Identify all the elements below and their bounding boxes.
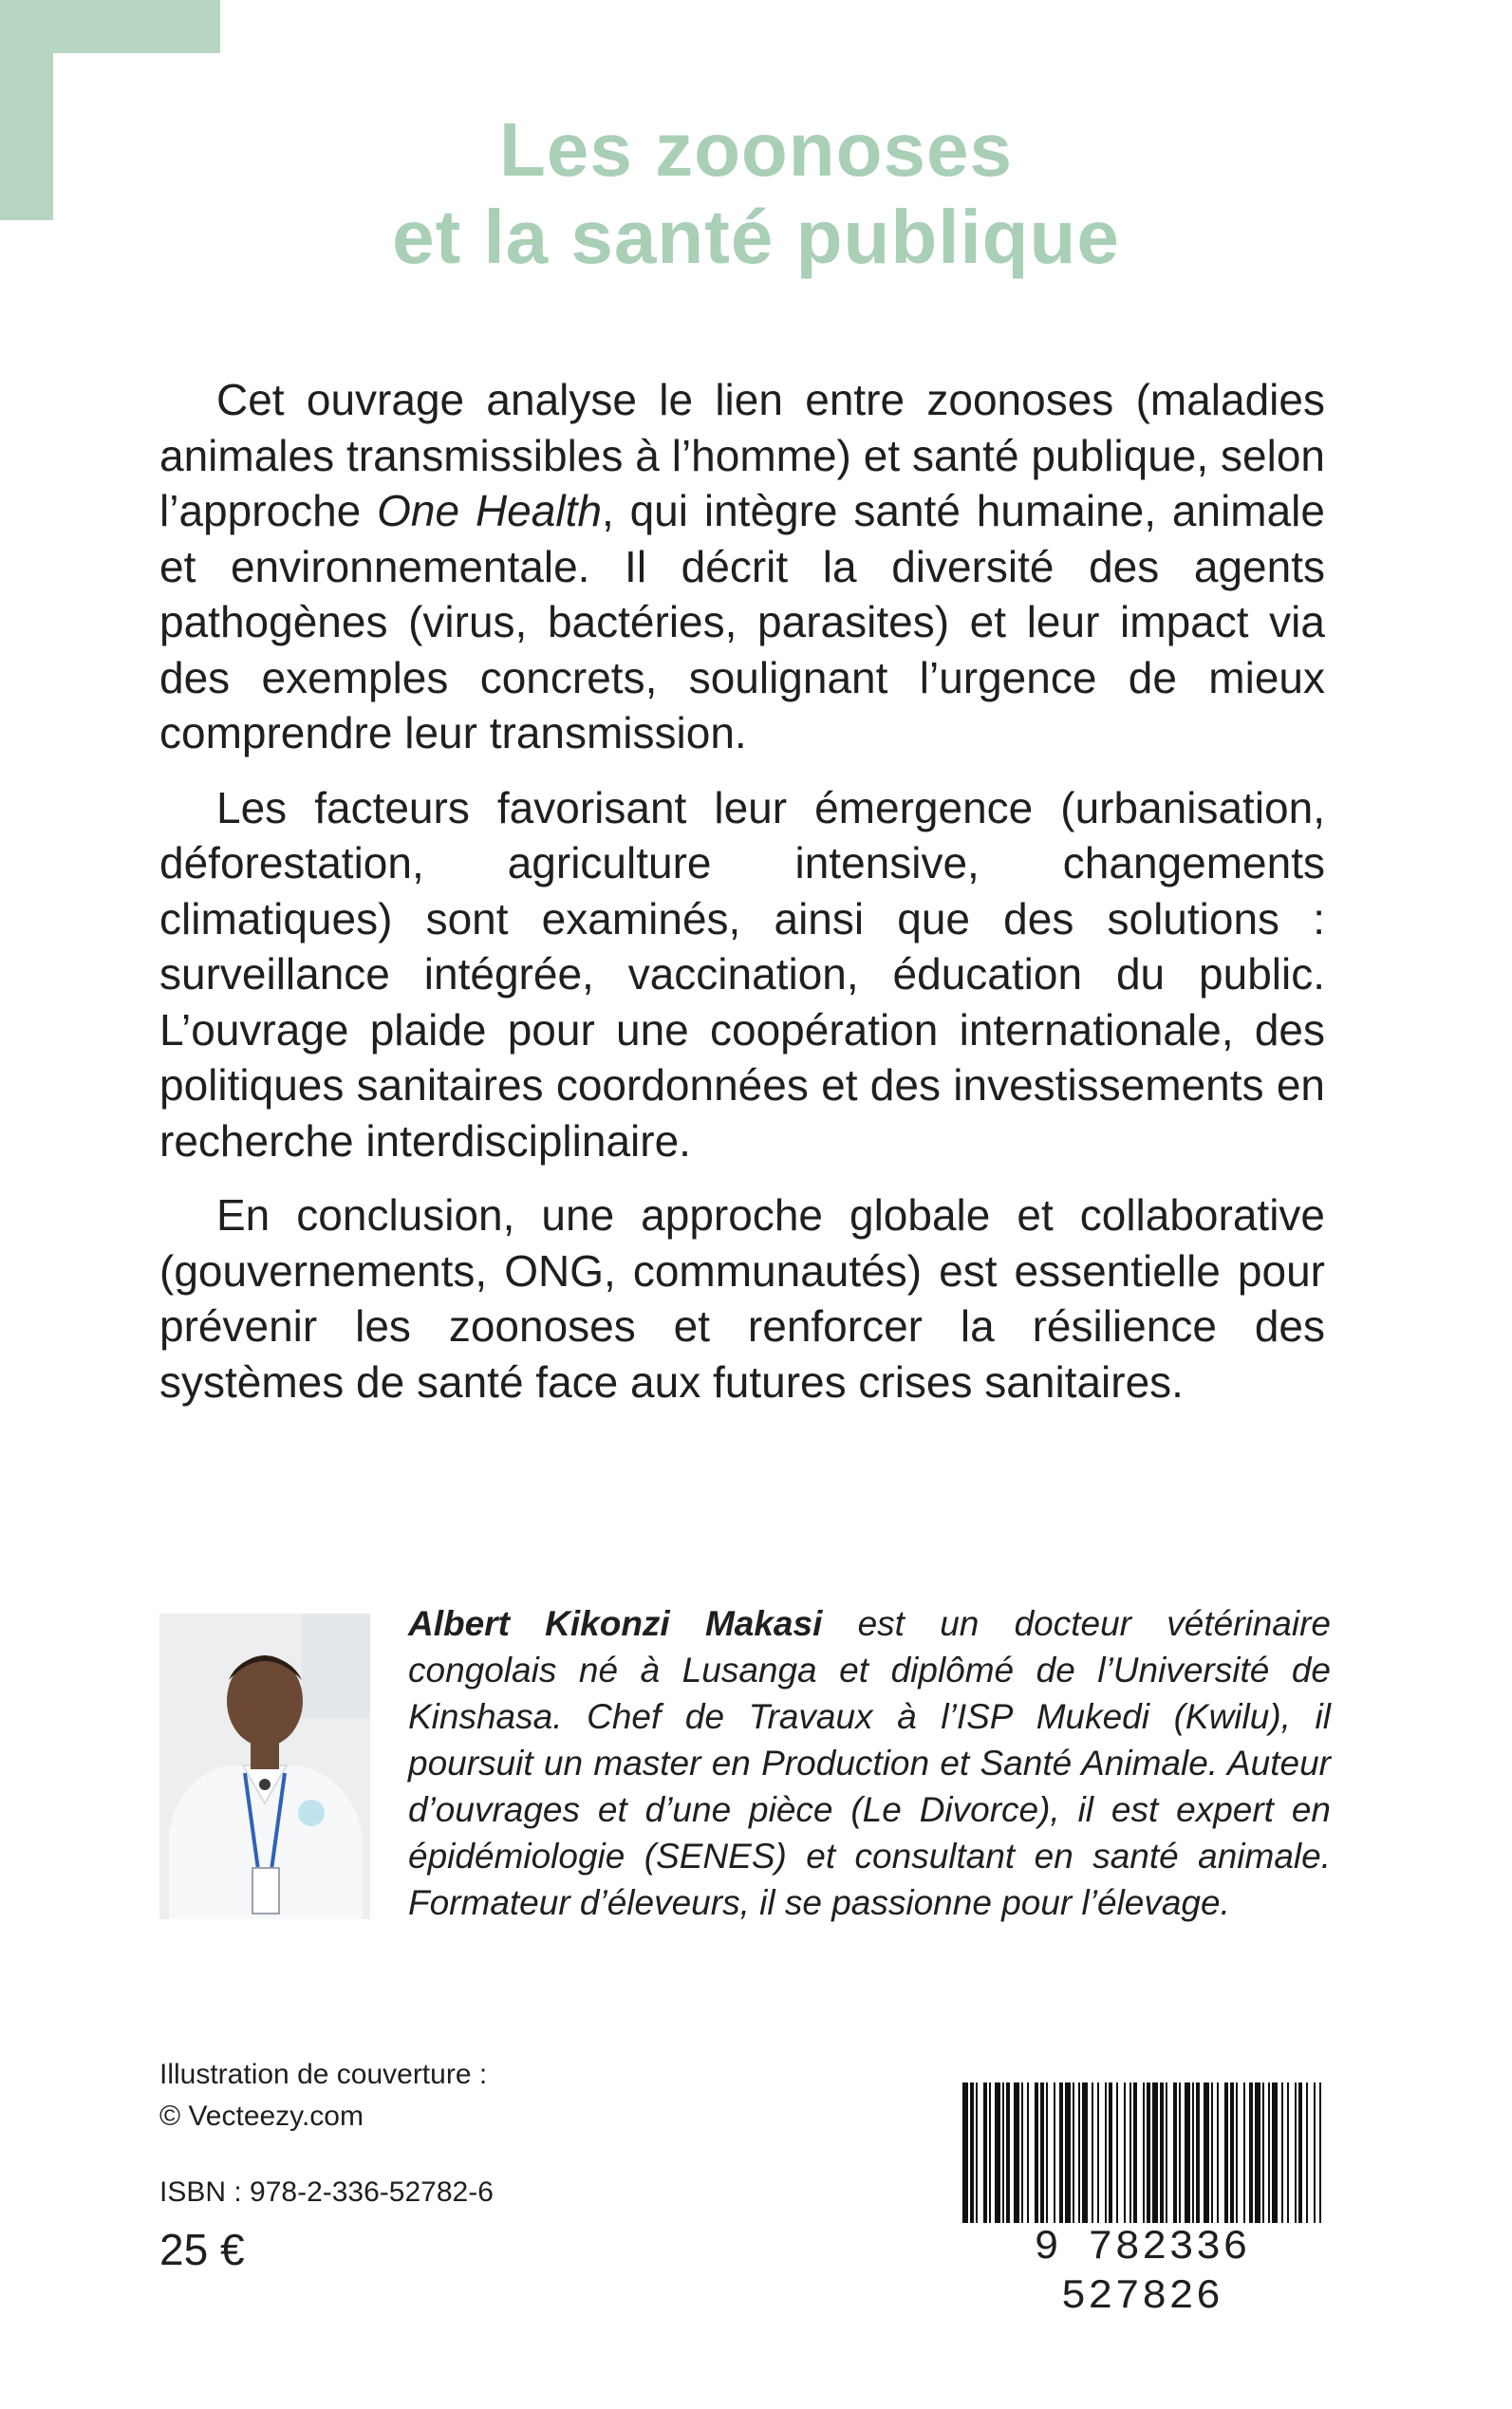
credit-line-1: Illustration de couverture : — [159, 2059, 488, 2090]
cover-credit — [159, 2054, 487, 2138]
book-title — [0, 106, 1512, 281]
title-line-1: Les zoonoses — [498, 107, 1014, 192]
barcode-bar — [1152, 2082, 1158, 2225]
barcode-bar — [1204, 2082, 1209, 2225]
barcode-bar — [1092, 2082, 1093, 2225]
barcode-bar — [1021, 2082, 1023, 2225]
barcode-bar — [1314, 2082, 1316, 2225]
barcode-bar — [1006, 2082, 1010, 2225]
barcode-bar — [1078, 2082, 1080, 2225]
barcode-bar — [1014, 2082, 1019, 2225]
author-bio — [408, 1600, 1331, 1926]
barcode-bar — [1281, 2082, 1283, 2225]
barcode-bar — [1082, 2082, 1088, 2225]
barcode-bar — [1224, 2082, 1228, 2225]
barcode-bar — [1073, 2082, 1074, 2225]
blurb-paragraph-2: Les facteurs favorisant leur émergence (urbanisation, déforestation, agriculture intensive, changements climatiques) sont examinés, ainsi que des solutions : surveillance intégrée, vaccination, éducation du public. L’ouvrage plaide pour une coopération internationale, des politiques sanitaires coordonnées et des investissements en recherche interdisciplinaire. — [159, 782, 1325, 1166]
barcode-bar — [1185, 2082, 1190, 2225]
barcode-bar — [1124, 2082, 1126, 2225]
barcode-bar — [1105, 2082, 1107, 2225]
barcode-bar — [1295, 2082, 1297, 2225]
blurb-p1-emphasis: One Health — [377, 486, 602, 535]
price-text: 25 € — [159, 2225, 245, 2274]
credit-line-2: © Vecteezy.com — [159, 2101, 364, 2132]
barcode-bar — [1230, 2082, 1234, 2225]
barcode-bar — [1262, 2082, 1264, 2225]
blurb-p1-text-b: , qui intègre santé humaine, animale et environnementale. Il décrit la diversité des agents pathogènes (virus, bactéries, parasites) et leur impact via des exemples concrets, soulignant l’urgence de mieux comprendre leur transmission. — [159, 486, 1325, 757]
author-name: Albert Kikonzi Makasi — [408, 1604, 823, 1643]
barcode-bar — [1059, 2082, 1063, 2225]
barcode-bar — [983, 2082, 987, 2225]
barcode-bar — [1133, 2082, 1137, 2225]
barcode-bar — [1179, 2082, 1181, 2225]
barcode-bar — [1217, 2082, 1219, 2225]
barcode-bar — [1116, 2082, 1118, 2225]
blurb-p1-text-a: Cet ouvrage analyse le lien entre zoonoses (maladies animales transmissibles à l’homme) et santé publique, selon l’approche — [159, 375, 1325, 535]
barcode-bar — [1002, 2082, 1004, 2225]
barcode-bar — [1255, 2082, 1260, 2225]
barcode-bar — [1147, 2082, 1150, 2225]
barcode-bar — [1046, 2082, 1048, 2225]
author-portrait-icon — [159, 1614, 370, 1919]
barcode-bar — [989, 2082, 991, 2225]
author-bio-text: est un docteur vétérinaire congolais né à Lusanga et diplômé de l’Université de Kinshasa. Chef de Travaux à l’ISP Mukedi (Kwilu), il poursuit un master en Production et Santé Animale. Auteur d’ouvrages et d’une pièce (Le Divorce), il est expert en épidémiologie (SENES) et consultant en santé animale. Formateur d’éleveurs, il se passionne pour l’élevage. — [408, 1604, 1331, 1922]
barcode-bar — [1243, 2082, 1245, 2225]
barcode-bar — [1065, 2082, 1071, 2225]
blurb-paragraph-1 — [159, 372, 1325, 761]
corner-decoration-horizontal — [0, 0, 220, 53]
barcode-bar — [1306, 2082, 1308, 2225]
title-line-2: et la santé publique — [392, 195, 1120, 279]
blurb-paragraph-3: En conclusion, une approche globale et collaborative (gouvernements, ONG, communautés) est essentielle pour prévenir les zoonoses et renforcer la résilience des systèmes de santé face aux futures crises sanitaires. — [159, 1190, 1325, 1407]
barcode-bar — [1287, 2082, 1289, 2225]
barcode-bar — [995, 2082, 1000, 2225]
barcode-bar — [1192, 2082, 1194, 2225]
barcode-bar — [1143, 2082, 1145, 2225]
barcode-bar — [1129, 2082, 1131, 2225]
barcode-bar — [1249, 2082, 1253, 2225]
barcode-bar — [1035, 2082, 1038, 2225]
barcode-bar — [1268, 2082, 1270, 2225]
barcode-bar — [970, 2082, 974, 2225]
barcode-bar — [1054, 2082, 1055, 2225]
barcode-bar — [1173, 2082, 1177, 2225]
back-cover-blurb — [159, 372, 1325, 1429]
barcode-bar — [1027, 2082, 1029, 2225]
barcode-bar — [1097, 2082, 1099, 2225]
barcode-bar — [1040, 2082, 1044, 2225]
author-photo — [159, 1614, 370, 1919]
barcode-bar — [1319, 2082, 1321, 2225]
barcode-bar — [1298, 2082, 1302, 2225]
barcode-bar — [962, 2082, 968, 2225]
barcode-digits: 9 782336 527826 — [955, 2223, 1329, 2322]
isbn-text: ISBN : 978-2-336-52782-6 — [159, 2176, 494, 2208]
barcode-bar — [1109, 2082, 1112, 2225]
barcode-bar — [1272, 2082, 1278, 2225]
barcode-bar — [1160, 2082, 1164, 2225]
barcode-bar — [1166, 2082, 1167, 2225]
barcode-bar — [1236, 2082, 1238, 2225]
barcode-bar — [976, 2082, 978, 2225]
barcode-bar — [1196, 2082, 1200, 2225]
barcode-bar — [1211, 2082, 1213, 2225]
